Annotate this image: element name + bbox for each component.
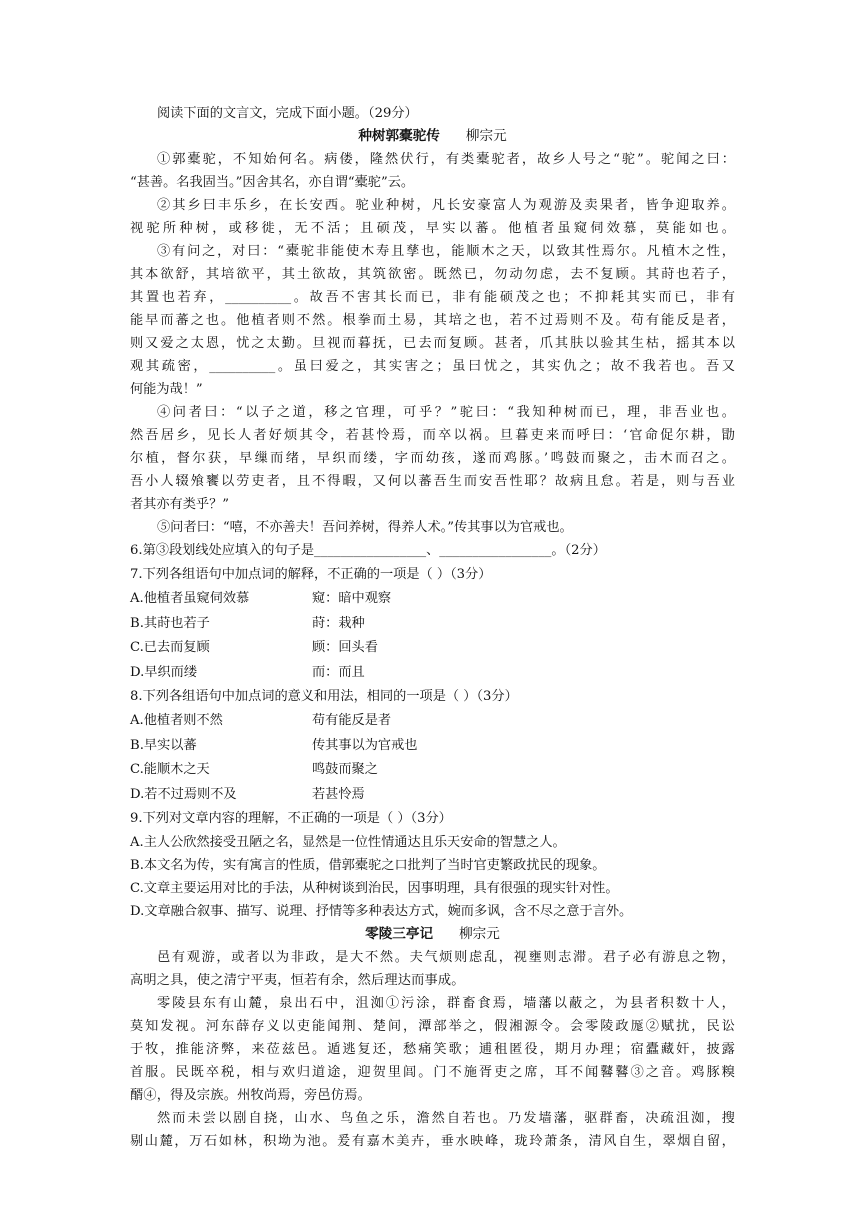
p1-line: 者其亦有类乎？” [130, 497, 230, 512]
p2-line: 首服。民既卒税，相与欢归道途，迎贺里闾。门不施胥吏之席，耳不闻鼛鼛③之音。鸡豚糗 [130, 1065, 735, 1080]
question-6: 6.第③段划线处应填入的句子是_________________、_________________。（2分） [130, 543, 606, 558]
p1-line: ③有问之，对曰：“橐驼非能使木寿且孳也，能顺木之天，以致其性焉尔。凡植木之性， [157, 244, 735, 259]
p1-line: 吾小人辍飧饔以劳吏者，且不得暇，又何以蕃吾生而安吾性耶？故病且怠。若是，则与吾业 [130, 474, 735, 489]
q8-option-b [130, 734, 735, 759]
option-gloss: 窥：暗中观察 [312, 591, 392, 606]
option-compare: 若甚怜焉 [312, 786, 365, 802]
q7-option-b [130, 612, 735, 637]
passage1-title: 种树郭橐驼传 [358, 128, 440, 144]
p1-line: 何能为哉！” [130, 382, 203, 397]
option-text: B.早实以蕃 [130, 737, 197, 753]
instruction: 阅读下面的文言文，完成下面小题。（29分） [157, 106, 418, 121]
p1-line: 观其疏密，__________。虽曰爱之，其实害之；虽曰忧之，其实仇之；故不我若也。吾又 [130, 359, 735, 374]
passage1-author: 柳宗元 [465, 128, 507, 144]
q9-option-b: B.本文名为传，实有寓言的性质，借郭橐驼之口批判了当时官吏繁政扰民的现象。 [130, 858, 606, 873]
exam-page [130, 102, 735, 1153]
passage2-author: 柳宗元 [459, 926, 500, 942]
passage1-title-row [130, 125, 735, 148]
question-8-stem: 8.下列各组语句中加点词的意义和用法，相同的一项是（ ）（3分） [130, 689, 518, 704]
p2-line: 然而未尝以剧自挠，山水、鸟鱼之乐，澹然自若也。乃发墙藩，驱群畜，决疏沮洳，搜 [157, 1111, 735, 1126]
p1-line: ②其乡曰丰乐乡，在长安西。驼业种树，凡长安豪富人为观游及卖果者，皆争迎取养。 [157, 198, 735, 213]
option-text: A.他植者虽窥伺效慕 [130, 591, 250, 606]
option-text: D.早织而缕 [130, 664, 198, 680]
q7-option-c [130, 636, 735, 661]
p1-line: ①郭橐驼，不知始何名。病偻，隆然伏行，有类橐驼者，故乡人号之“驼”。驼闻之曰： [157, 152, 735, 167]
q8-option-a [130, 709, 735, 734]
q8-option-c [130, 758, 735, 783]
p1-line: 则又爱之太恩，忧之太勤。旦视而暮抚，已去而复顾。甚者，爪其肤以验其生枯，摇其本以 [130, 336, 735, 351]
option-text: C.能顺木之天 [130, 762, 210, 777]
p2-line: 零陵县东有山麓，泉出石中，沮洳①污涂，群畜食焉，墙藩以蔽之，为县者积数十人， [157, 996, 735, 1011]
passage2-title-row [130, 923, 735, 946]
p2-line: 莫知发视。河东薛存义以吏能闻荆、楚间，潭部举之，假湘源令。会零陵政厖②赋扰，民讼 [130, 1019, 735, 1034]
p1-line: 然吾居乡，见长人者好烦其令，若甚怜焉，而卒以祸。旦暮吏来而呼曰：‘官命促尔耕，勖 [130, 428, 735, 443]
p1-line: ④问者曰：“以子之道，移之官理，可乎？”驼曰：“我知种树而已，理，非吾业也。 [157, 405, 735, 420]
p2-line: 邑有观游，或者以为非政，是大不然。夫气烦则虑乱，视壅则志滞。君子必有游息之物， [157, 950, 735, 965]
question-7-stem: 7.下列各组语句中加点词的解释，不正确的一项是（ ）（3分） [130, 567, 492, 582]
p2-line: 剔山麓，万石如林，积坳为池。爰有嘉木美卉，垂水映峰，珑玲萧条，清风自生，翠烟自留， [130, 1134, 735, 1149]
option-gloss: 而：而且 [312, 664, 365, 680]
q7-option-a [130, 587, 735, 612]
p2-line: 高明之具，使之清宁平夷，恒若有余，然后理达而事成。 [130, 973, 465, 988]
p2-line: 于牧，推能济弊，来莅兹邑。遁逃复还，愁痛笑歌；逋租匿役，期月办理；宿蠹藏奸，披露 [130, 1042, 735, 1057]
p2-line: 醑④，得及宗族。州牧尚焉，旁邑仿焉。 [130, 1088, 371, 1103]
p1-line: 其置也若弃，__________。故吾不害其长而已，非有能硕茂之也；不抑耗其实而已，非有 [130, 290, 735, 305]
q8-option-d [130, 783, 735, 808]
option-compare: 苟有能反是者 [312, 713, 392, 728]
p1-line: “甚善。名我固当。”因舍其名，亦自谓“橐驼”云。 [130, 175, 415, 190]
p1-line: 视驼所种树，或移徙，无不活；且硕茂，早实以蕃。他植者虽窥伺效慕，莫能如也。 [130, 221, 735, 236]
option-text: C.已去而复顾 [130, 640, 210, 655]
option-gloss: 顾：回头看 [312, 640, 378, 655]
p1-line: 尔植，督尔获，早缫而绪，早织而缕，字而幼孩，遂而鸡豚。’鸣鼓而聚之，击木而召之。 [130, 451, 735, 466]
q9-option-c: C.文章主要运用对比的手法，从种树谈到治民，因事明理，具有很强的现实针对性。 [130, 881, 619, 896]
p1-line: 其本欲舒，其培欲平，其土欲故，其筑欲密。既然已，勿动勿虑，去不复顾。其莳也若子， [130, 267, 735, 282]
p1-line: ⑤问者曰：“嘻，不亦善夫！吾问养树，得养人术。”传其事以为官戒也。 [157, 520, 573, 535]
option-compare: 传其事以为官戒也 [312, 737, 418, 753]
option-text: A.他植者则不然 [130, 713, 223, 728]
option-compare: 鸣鼓而聚之 [312, 762, 378, 777]
q7-option-d [130, 661, 735, 686]
option-gloss: 莳：栽种 [312, 615, 365, 631]
p1-line: 能早而蕃之也。他植者则不然。根拳而土易，其培之也，若不过焉则不及。苟有能反是者， [130, 313, 735, 328]
q9-option-d: D.文章融合叙事、描写、说理、抒情等多种表达方式，婉而多讽，含不尽之意于言外。 [130, 904, 633, 919]
q9-option-a: A.主人公欣然接受丑陋之名，显然是一位性情通达且乐天安命的智慧之人。 [130, 835, 566, 850]
option-text: B.其莳也若子 [130, 615, 210, 631]
question-9-stem: 9.下列对文章内容的理解，不正确的一项是（ ）（3分） [130, 811, 452, 826]
option-text: D.若不过焉则不及 [130, 786, 237, 802]
passage2-title: 零陵三亭记 [365, 926, 434, 942]
